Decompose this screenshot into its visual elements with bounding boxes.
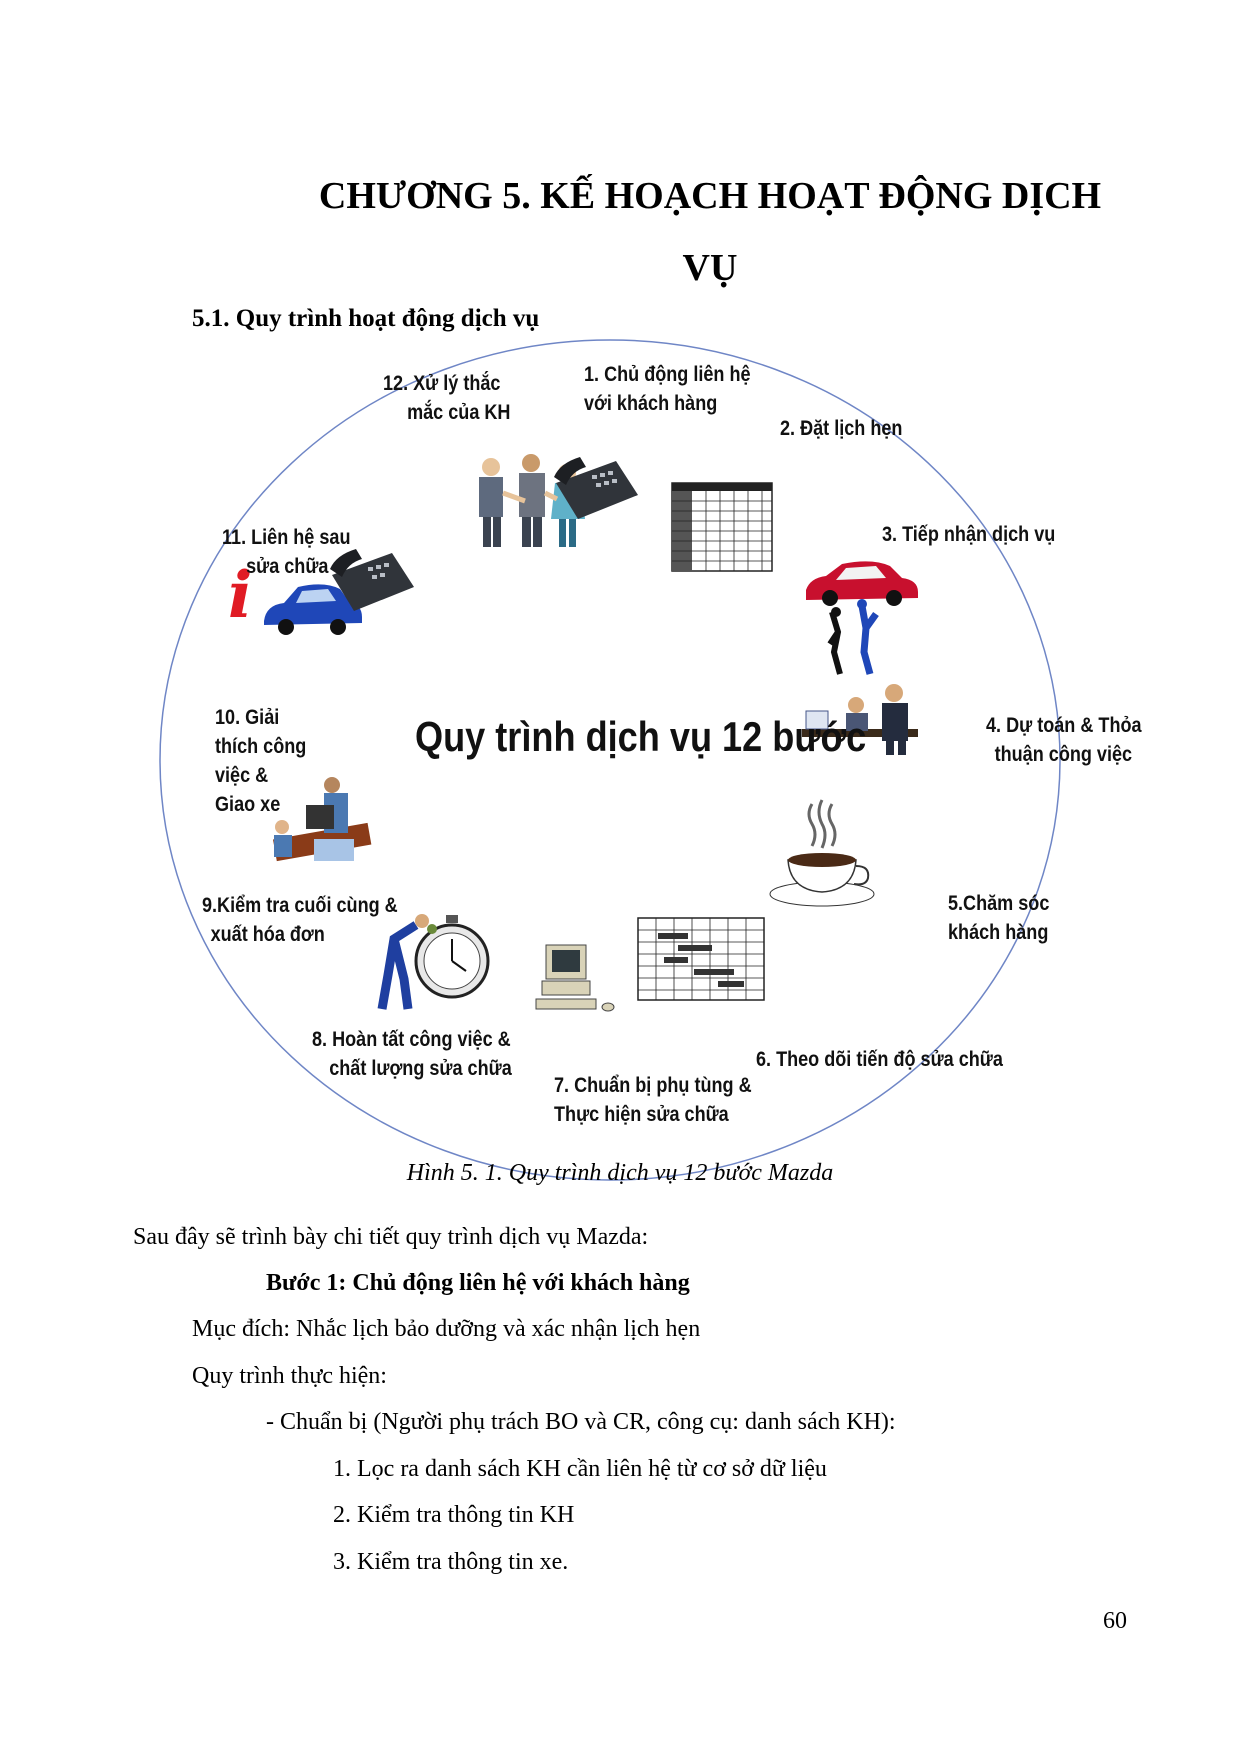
list-item: 2. Kiểm tra thông tin KH <box>333 1502 575 1528</box>
step-label-5: 5.Chăm sóc khách hàng <box>948 892 1050 944</box>
svg-text:i: i <box>228 558 253 633</box>
intro-paragraph: Sau đây sẽ trình bày chi tiết quy trình dịch vụ Mazda: <box>133 1224 649 1250</box>
chapter-title-line-2: VỤ <box>682 247 738 289</box>
section-heading: 5.1. Quy trình hoạt động dịch vụ <box>192 305 540 332</box>
figure-caption: Hình 5. 1. Quy trình dịch vụ 12 bước Mazda <box>406 1160 834 1186</box>
progress-chart-icon <box>638 918 764 1000</box>
schedule-sheet-icon <box>672 483 772 571</box>
preparation-line: - Chuẩn bị (Người phụ trách BO và CR, công cụ: danh sách KH): <box>266 1409 896 1435</box>
step-label-7: 7. Chuẩn bị phụ tùng & Thực hiện sửa chữa <box>554 1074 752 1126</box>
step-label-12: 12. Xử lý thắc mắc của KH <box>383 372 511 424</box>
car-lift-icon <box>806 561 918 674</box>
step-label-1: 1. Chủ động liên hệ với khách hàng <box>584 363 751 415</box>
purpose-line: Mục đích: Nhắc lịch bảo dưỡng và xác nhận lịch hẹn <box>192 1316 701 1342</box>
stopwatch-icon <box>416 915 488 997</box>
step1-heading: Bước 1: Chủ động liên hệ với khách hàng <box>266 1270 690 1296</box>
step-label-11: 11. Liên hệ sau sửa chữa <box>222 526 351 578</box>
service-process-figure <box>190 355 1170 1145</box>
coffee-cup-icon <box>770 800 874 906</box>
step-label-6: 6. Theo dõi tiến độ sửa chữa <box>756 1048 1003 1071</box>
step-label-3: 3. Tiếp nhận dịch vụ <box>882 523 1056 546</box>
page-number: 60 <box>1103 1608 1127 1634</box>
computer-icon <box>536 945 614 1011</box>
figure-center-title: Quy trình dịch vụ 12 bước <box>415 713 867 760</box>
procedure-line: Quy trình thực hiện: <box>192 1363 387 1389</box>
list-item: 3. Kiểm tra thông tin xe. <box>333 1549 569 1575</box>
list-item: 1. Lọc ra danh sách KH cần liên hệ từ cơ sở dữ liệu <box>333 1456 827 1482</box>
step-label-8: 8. Hoàn tất công việc & chất lượng sửa chữa <box>312 1028 512 1080</box>
step-label-9: 9.Kiểm tra cuối cùng & xuất hóa đơn <box>202 894 398 946</box>
chapter-title-line-1: CHƯƠNG 5. KẾ HOẠCH HOẠT ĐỘNG DỊCH <box>318 175 1102 217</box>
step-label-4: 4. Dự toán & Thỏa thuận công việc <box>986 714 1142 766</box>
step-label-10: 10. Giải thích công việc & Giao xe <box>215 706 307 816</box>
step-label-2: 2. Đặt lịch hẹn <box>780 417 903 440</box>
